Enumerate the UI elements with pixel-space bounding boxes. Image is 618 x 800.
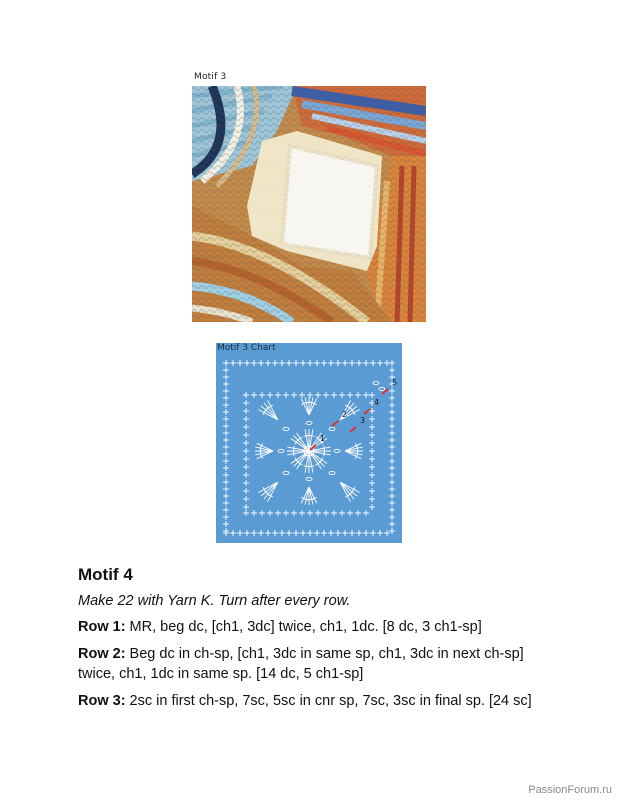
section-title: Motif 4 [78,565,133,584]
intro-text: Make 22 with Yarn K. Turn after every row. [78,593,351,609]
crochet-symbol-chart [216,343,402,543]
row-text: MR, beg dc, [ch1, 3dc] twice, ch1, 1dc. [8 dc, 3 ch1-sp] [125,619,482,635]
row-arrow-marker [364,409,370,414]
row-label: Row 1: [78,619,126,635]
row-label: Row 2: [78,646,126,662]
chart-row-number: 1 [320,434,326,443]
photo-caption: Motif 3 [194,72,227,82]
row-arrow-marker [350,427,356,432]
watermark: PassionForum.ru [528,784,612,796]
row-arrow-marker [332,421,338,426]
pattern-row-3 [78,691,548,711]
chart-caption: Motif 3 Chart [217,343,276,353]
pattern-row-2 [78,644,548,684]
chart-row-number: 3 [360,416,366,425]
motif-chart [216,343,402,543]
row-text: 2sc in first ch-sp, 7sc, 5sc in cnr sp, 7sc, 3sc in final sp. [24 sc] [125,693,532,709]
row-text: Beg dc in ch-sp, [ch1, 3dc in same sp, ch1, 3dc in next ch-sp] twice, ch1, 1dc in same sp. [14 dc, 5 ch1-sp] [78,646,524,682]
chart-row-number: 5 [392,378,398,387]
row-label: Row 3: [78,693,126,709]
pattern-row-1 [78,617,548,637]
chart-row-number: 4 [374,398,380,407]
pattern-section [78,565,548,718]
chart-row-number: 2 [342,410,348,419]
motif-photo-illustration [192,86,426,322]
crochet-motif-photo [192,86,426,322]
